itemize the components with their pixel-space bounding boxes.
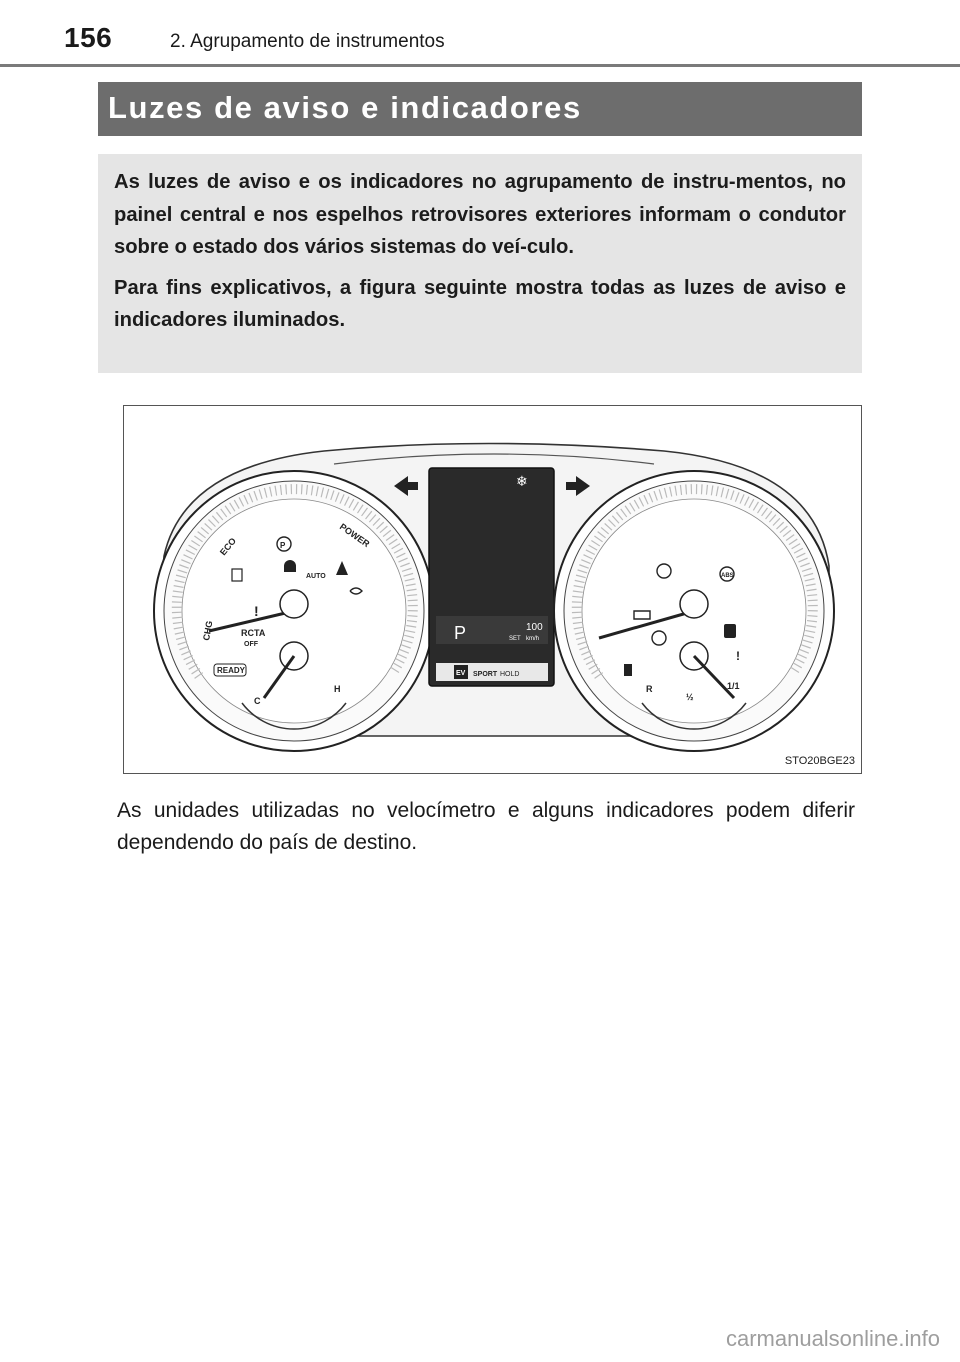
watermark: carmanualsonline.info: [725, 1326, 940, 1351]
rcta-label: RCTA: [241, 628, 266, 638]
ready-label: READY: [217, 666, 246, 675]
speed-needle-hub: [680, 590, 708, 618]
sport-label: SPORT: [473, 671, 498, 678]
set-label: SET: [509, 636, 521, 642]
fuel-empty-label: R: [646, 684, 653, 694]
temp-cold-label: C: [254, 696, 261, 706]
speed-unit: km/h: [526, 636, 540, 642]
running-head: 2. Agrupamento de instrumentos: [170, 31, 445, 52]
eco-label: ECO: [217, 535, 239, 558]
svg-text:P: P: [280, 541, 286, 550]
hold-label: HOLD: [500, 671, 520, 678]
headlight-icon: [284, 560, 296, 572]
speedometer-gauge: [554, 471, 834, 751]
master-warning-icon: !: [254, 603, 259, 619]
page-number: 156: [64, 22, 113, 53]
units-note: As unidades utilizadas no velocímetro e alguns indicadores podem diferir dependendo do país de destino.: [117, 799, 855, 854]
intro-box: [98, 154, 862, 373]
fuel-icon: [624, 664, 632, 676]
multi-information-display: [429, 468, 554, 686]
rcta-off-label: OFF: [244, 641, 258, 648]
auto-label: AUTO: [306, 573, 326, 580]
fuel-full-label: 1/1: [727, 681, 740, 691]
power-meter-gauge: [154, 471, 434, 751]
instrument-cluster-illustration: [124, 406, 861, 773]
section-title: Luzes de aviso e indicadores: [108, 90, 582, 125]
intro-paragraph-2: Para fins explicativos, a figura seguinte mostra todas as luzes de aviso e indicadores iluminados.: [114, 276, 846, 331]
power-needle-hub: [280, 590, 308, 618]
general-warning-icon: !: [736, 649, 740, 663]
figure-id: STO20BGE23: [784, 755, 855, 767]
snowflake-icon: ❄: [516, 474, 528, 490]
ev-mode-label: EV: [456, 670, 466, 677]
slip-indicator-icon: [724, 624, 736, 638]
fuel-half-label: ½: [686, 692, 694, 702]
power-label: POWER: [337, 521, 372, 550]
shift-position: P: [454, 623, 467, 643]
chg-label: CHG: [201, 619, 215, 642]
intro-paragraph-1: As luzes de aviso e os indicadores no agrupamento de instru-mentos, no painel central e nos espelhos retrovisores exteriores informam o condutor sobre o estado dos vários sistemas do veí-culo.: [114, 171, 846, 258]
set-speed-value: 100: [526, 622, 543, 633]
temp-hot-label: H: [334, 684, 341, 694]
abs-label: ABS: [721, 573, 734, 579]
instrument-cluster-figure: [123, 405, 862, 774]
header-rule: [0, 64, 960, 67]
section-title-bar: [98, 82, 862, 136]
